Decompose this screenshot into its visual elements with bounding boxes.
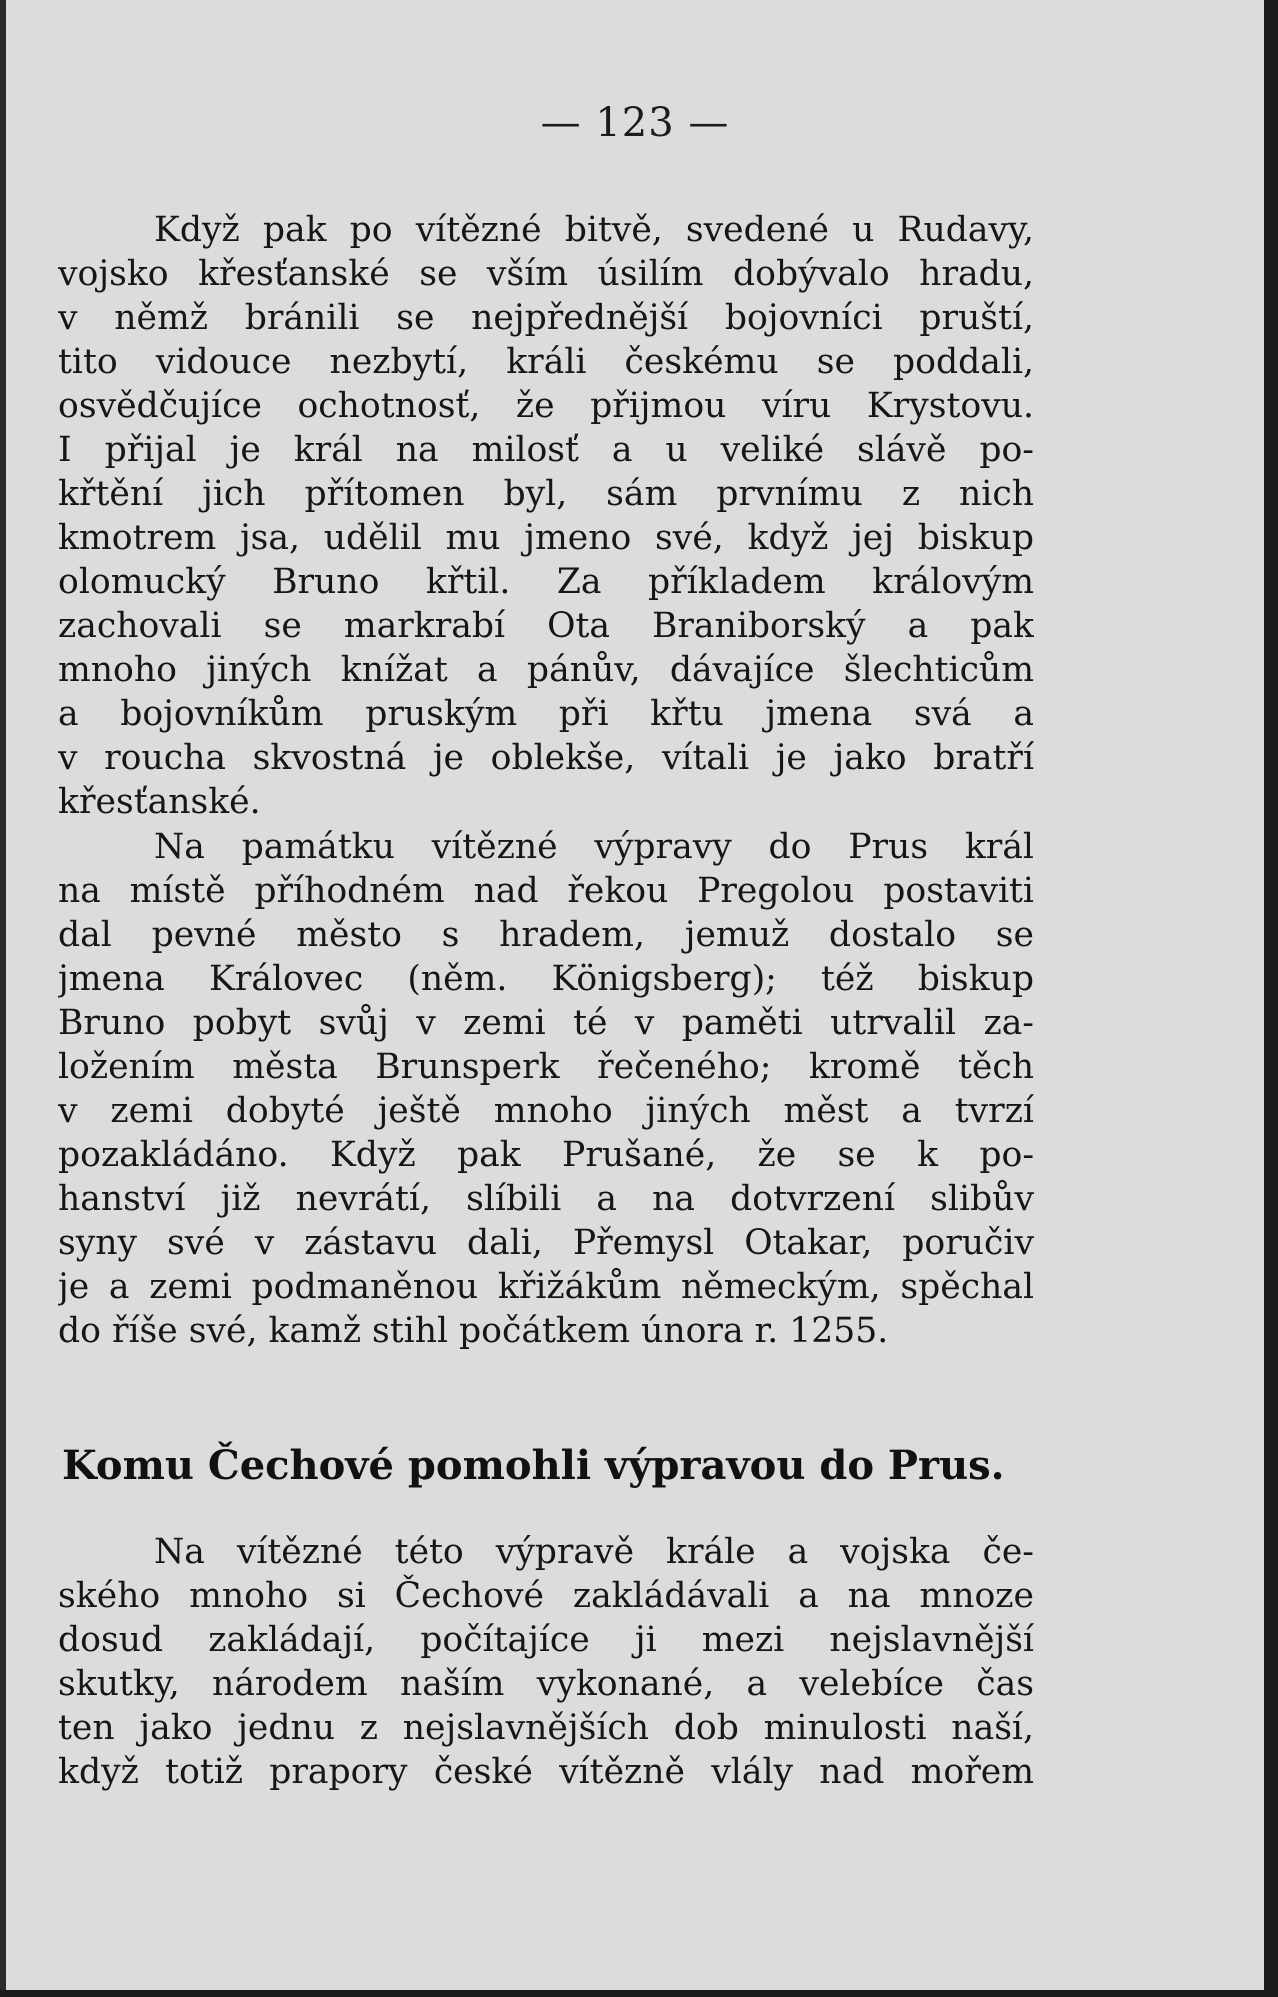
text-line: v roucha skvostná je oblekše, vítali je jako bratří xyxy=(58,738,1034,778)
text-line: v němž bránili se nejpřednější bojovníci pruští, xyxy=(58,298,1034,338)
text-line: Když pak po vítězné bitvě, svedené u Rudavy, xyxy=(154,210,1034,250)
text-line: a bojovníkům pruským při křtu jmena svá a xyxy=(58,694,1034,734)
paragraph-2 xyxy=(58,825,1034,1353)
text-line: křtění jich přítomen byl, sám prvnímu z nich xyxy=(58,474,1034,514)
text-line: ten jako jednu z nejslavnějších dob minulosti naší, xyxy=(58,1708,1034,1748)
text-line: zachovali se markrabí Ota Braniborský a pak xyxy=(58,606,1034,646)
paragraph-3 xyxy=(58,1530,1034,1794)
text-line: olomucký Bruno křtil. Za příkladem královým xyxy=(58,562,1034,602)
text-line: tito vidouce nezbytí, králi českému se poddali, xyxy=(58,342,1034,382)
text-line: Na vítězné této výpravě krále a vojska če- xyxy=(154,1532,1034,1572)
text-line: mnoho jiných knížat a pánův, dávajíce šlechticům xyxy=(58,650,1034,690)
text-line: jmena Královec (něm. Königsberg); též biskup xyxy=(58,959,1034,999)
text-line: v zemi dobyté ještě mnoho jiných měst a tvrzí xyxy=(58,1091,1034,1131)
paragraph-1 xyxy=(58,208,1034,824)
text-line: skutky, národem naším vykonané, a velebíce čas xyxy=(58,1664,1034,1704)
text-line: do říše své, kamž stihl počátkem února r. 1255. xyxy=(58,1311,889,1351)
text-line: je a zemi podmaněnou křižákům německým, spěchal xyxy=(58,1267,1034,1307)
text-line: hanství již nevrátí, slíbili a na dotvrzení slibův xyxy=(58,1179,1034,1219)
text-line: vojsko křesťanské se vším úsilím dobývalo hradu, xyxy=(58,254,1034,294)
text-line: kmotrem jsa, udělil mu jmeno své, když jej biskup xyxy=(58,518,1034,558)
text-line: osvědčujíce ochotnosť, že přijmou víru Krystovu. xyxy=(58,386,1034,426)
text-line: Bruno pobyt svůj v zemi té v paměti utrvalil za- xyxy=(58,1003,1034,1043)
text-line: dal pevné město s hradem, jemuž dostalo se xyxy=(58,915,1034,955)
text-line: syny své v zástavu dali, Přemysl Otakar, poručiv xyxy=(58,1223,1034,1263)
text-line: Na památku vítězné výpravy do Prus král xyxy=(154,827,1034,867)
text-line: ského mnoho si Čechové zakládávali a na mnoze xyxy=(58,1576,1034,1616)
text-line: pozakládáno. Když pak Prušané, že se k po- xyxy=(58,1135,1034,1175)
text-line: ložením města Brunsperk řečeného; kromě těch xyxy=(58,1047,1034,1087)
page-number: — 123 — xyxy=(540,100,730,146)
text-line: dosud zakládají, počítajíce ji mezi nejslavnější xyxy=(58,1620,1034,1660)
text-line: křesťanské. xyxy=(58,782,261,822)
text-line: I přijal je král na milosť a u veliké slávě po- xyxy=(58,430,1034,470)
text-line: na místě příhodném nad řekou Pregolou postaviti xyxy=(58,871,1034,911)
text-line: když totiž prapory české vítězně vlály nad mořem xyxy=(58,1752,1034,1792)
section-heading: Komu Čechové pomohli výpravou do Prus. xyxy=(62,1442,1005,1489)
